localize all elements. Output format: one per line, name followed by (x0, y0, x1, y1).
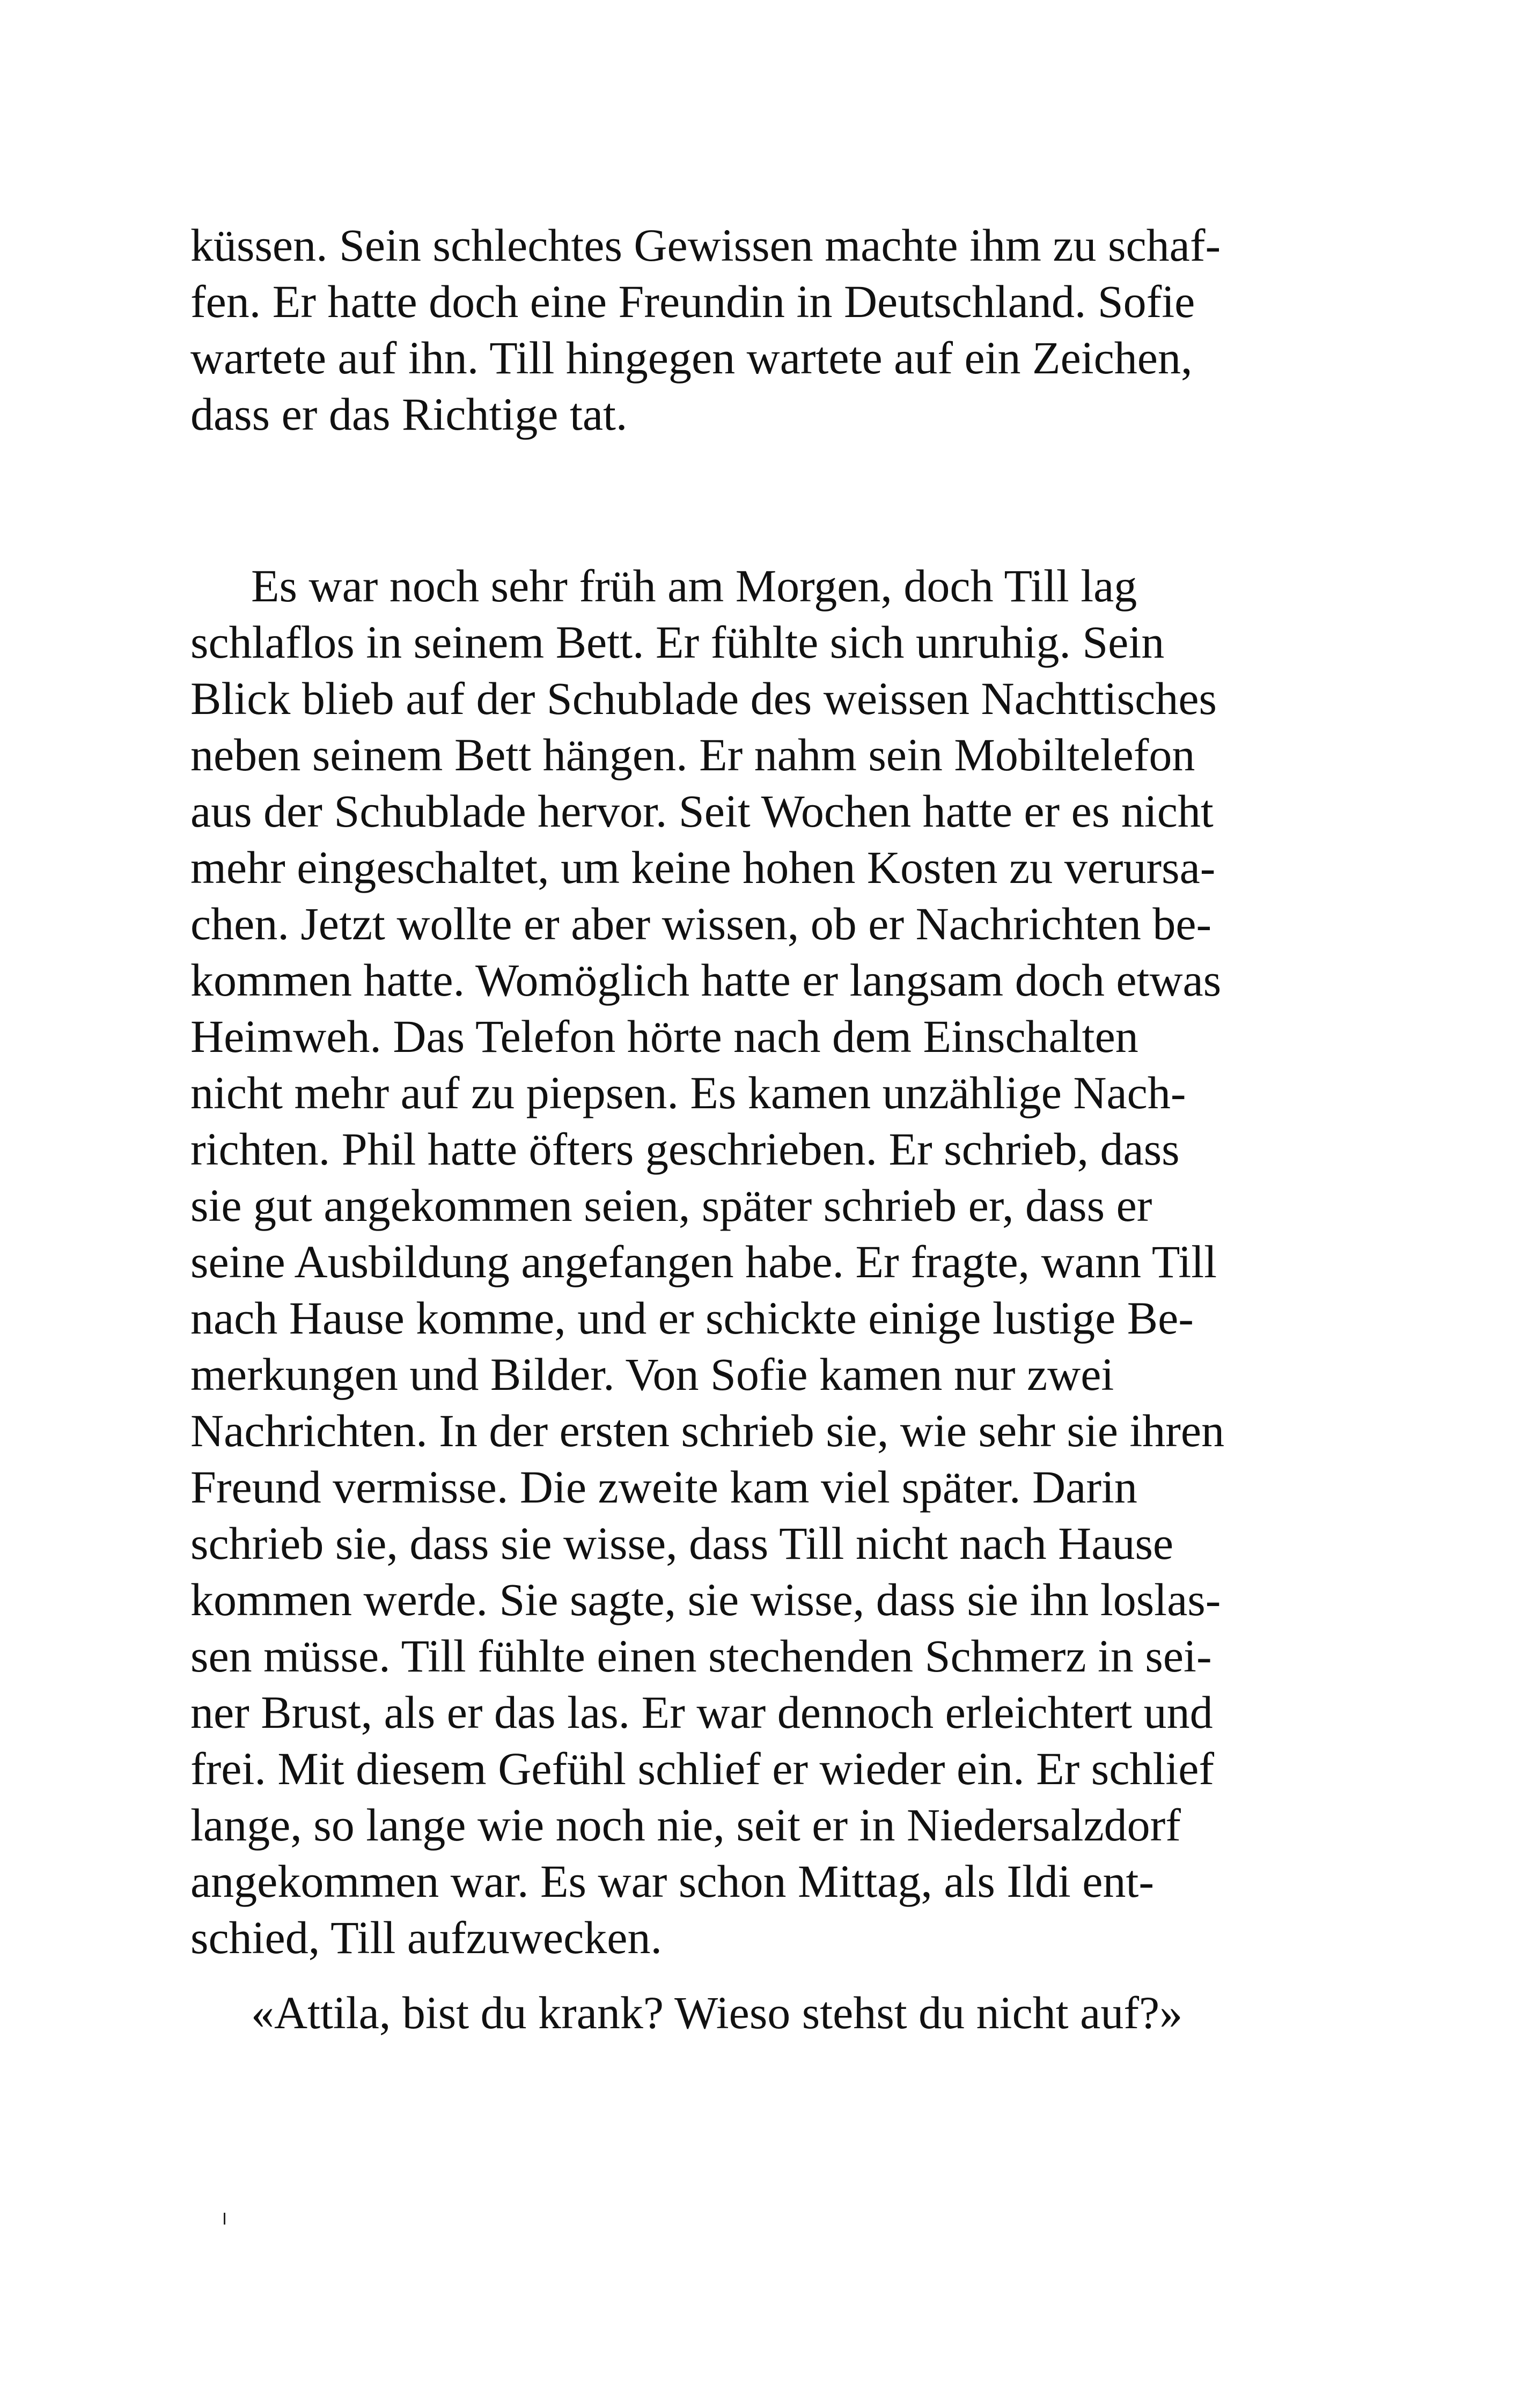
page-mark (224, 2213, 225, 2225)
dialogue-paragraph (190, 1985, 1285, 2041)
text-line: mehr eingeschaltet, um keine hohen Kosten zu verursa- (190, 842, 1216, 893)
text-line: seine Ausbildung angefangen habe. Er fragte, wann Till (190, 1236, 1217, 1287)
text-line: fen. Er hatte doch eine Freundin in Deutschland. Sofie (190, 276, 1195, 327)
text-line: Blick blieb auf der Schublade des weissen Nachttisches (190, 673, 1217, 724)
text-line: lange, so lange wie noch nie, seit er in Niedersalzdorf (190, 1799, 1181, 1851)
text-line: schied, Till aufzuwecken. (190, 1912, 662, 1963)
text-line: nicht mehr auf zu piepsen. Es kamen unzählige Nach- (190, 1067, 1186, 1118)
text-line: angekommen war. Es war schon Mittag, als Ildi ent- (190, 1855, 1155, 1907)
text-line: merkungen und Bilder. Von Sofie kamen nur zwei (190, 1349, 1114, 1400)
text-line: kommen hatte. Womöglich hatte er langsam doch etwas (190, 954, 1222, 1006)
text-line: wartete auf ihn. Till hingegen wartete auf ein Zeichen, (190, 332, 1193, 384)
text-line: «Attila, bist du krank? Wieso stehst du nicht auf?» (251, 1987, 1183, 2038)
text-line: Nachrichten. In der ersten schrieb sie, wie sehr sie ihren (190, 1405, 1225, 1456)
text-line: frei. Mit diesem Gefühl schlief er wieder ein. Er schlief (190, 1743, 1214, 1794)
text-line: Es war noch sehr früh am Morgen, doch Till lag (251, 560, 1137, 612)
text-line: neben seinem Bett hängen. Er nahm sein Mobiltelefon (190, 729, 1195, 780)
text-line: Freund vermisse. Die zweite kam viel später. Darin (190, 1461, 1137, 1513)
text-line: Heimweh. Das Telefon hörte nach dem Einschalten (190, 1011, 1138, 1062)
text-line: richten. Phil hatte öfters geschrieben. Er schrieb, dass (190, 1123, 1180, 1175)
text-line: dass er das Richtige tat. (190, 388, 628, 440)
text-line: kommen werde. Sie sagte, sie wisse, dass sie ihn loslas- (190, 1574, 1221, 1625)
paragraph-continuation (190, 217, 1285, 443)
text-line: chen. Jetzt wollte er aber wissen, ob er Nachrichten be- (190, 898, 1212, 949)
text-line: ner Brust, als er das las. Er war dennoch erleichtert und (190, 1687, 1213, 1738)
text-line: sen müsse. Till fühlte einen stechenden Schmerz in sei- (190, 1630, 1212, 1682)
text-line: schlaflos in seinem Bett. Er fühlte sich unruhig. Sein (190, 616, 1165, 668)
text-line: nach Hause komme, und er schickte einige lustige Be- (190, 1292, 1194, 1344)
text-line: aus der Schublade hervor. Seit Wochen hatte er es nicht (190, 785, 1214, 837)
text-line: schrieb sie, dass sie wisse, dass Till nicht nach Hause (190, 1518, 1174, 1569)
paragraph-main (190, 558, 1285, 1966)
text-line: sie gut angekommen seien, später schrieb er, dass er (190, 1180, 1152, 1231)
text-line: küssen. Sein schlechtes Gewissen machte ihm zu schaf- (190, 219, 1221, 271)
